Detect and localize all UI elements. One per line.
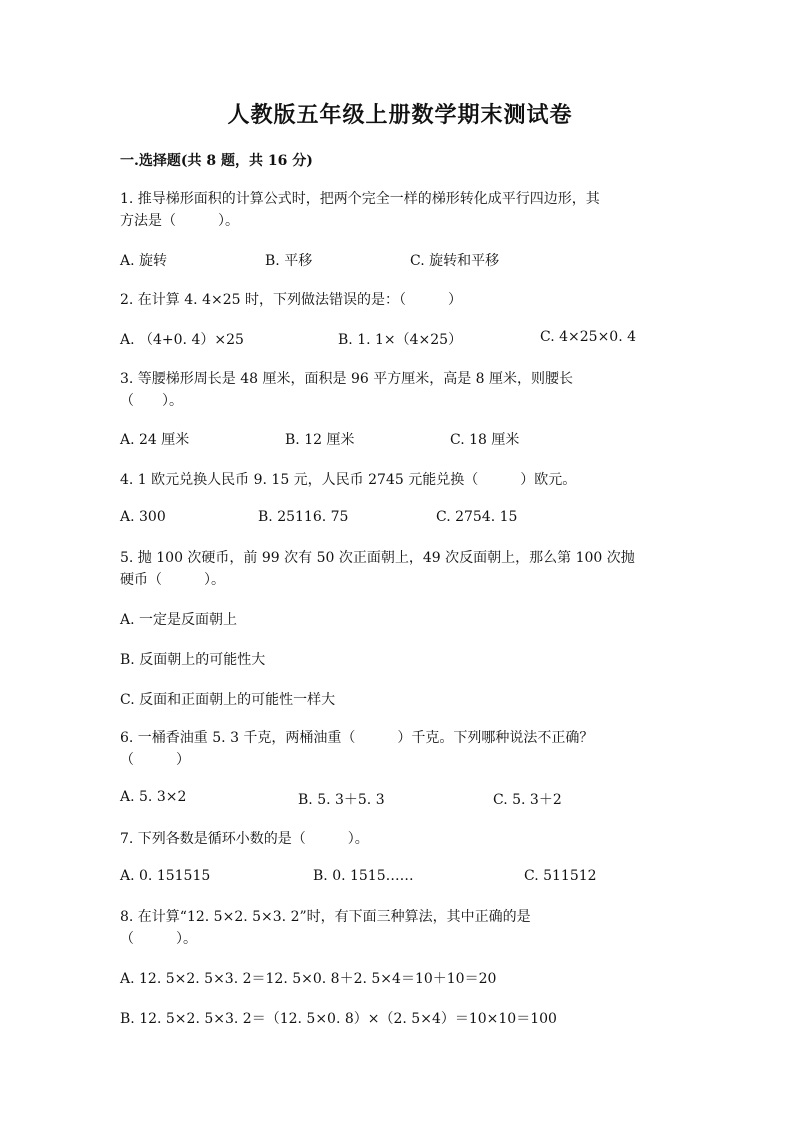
question-3-option-c: C. 18 厘米 bbox=[450, 432, 520, 448]
question-2-option-c: C. 4×25×0. 4 bbox=[540, 329, 637, 345]
question-2-line-1: 2. 在计算 4. 4×25 时，下列做法错误的是：（ ） bbox=[120, 292, 462, 308]
question-7-option-c: C. 511512 bbox=[524, 868, 597, 884]
question-6-line-1: 6. 一桶香油重 5. 3 千克，两桶油重（ ）千克。下列哪种说法不正确？ bbox=[120, 730, 594, 746]
question-5-option-b: B. 反面朝上的可能性大 bbox=[120, 652, 266, 668]
question-7-line-1: 7. 下列各数是循环小数的是（ ）。 bbox=[120, 831, 369, 847]
question-4-option-c: C. 2754. 15 bbox=[436, 509, 518, 525]
question-4-option-b: B. 25116. 75 bbox=[258, 509, 349, 525]
question-1-option-b: B. 平移 bbox=[265, 253, 313, 269]
question-1-line-2: 方法是（ ）。 bbox=[120, 213, 239, 229]
question-7-option-a: A. 0. 151515 bbox=[120, 868, 211, 884]
question-2-option-b: B. 1. 1×（4×25） bbox=[338, 332, 463, 348]
question-3-line-1: 3. 等腰梯形周长是 48 厘米，面积是 96 平方厘米，高是 8 厘米，则腰长 bbox=[120, 371, 574, 387]
page-title: 人教版五年级上册数学期末测试卷 bbox=[227, 102, 573, 128]
question-8-option-a: A. 12. 5×2. 5×3. 2＝12. 5×0. 8＋2. 5×4＝10＋10＝20 bbox=[120, 971, 497, 987]
question-1-option-a: A. 旋转 bbox=[120, 253, 168, 269]
question-8-line-2: （ ）。 bbox=[120, 931, 197, 947]
question-1-option-c: C. 旋转和平移 bbox=[410, 253, 500, 269]
question-5-option-a: A. 一定是反面朝上 bbox=[120, 612, 238, 628]
question-5-line-1: 5. 抛 100 次硬币，前 99 次有 50 次正面朝上，49 次反面朝上，那么第 100 次抛 bbox=[120, 550, 635, 566]
question-5-line-2: 硬币（ ）。 bbox=[120, 572, 225, 588]
question-3-line-2: （ ）。 bbox=[120, 393, 183, 409]
question-8-line-1: 8. 在计算“12. 5×2. 5×3. 2”时，有下面三种算法，其中正确的是 bbox=[120, 909, 531, 925]
question-7-option-b: B. 0. 1515…… bbox=[313, 868, 414, 884]
question-6-option-a: A. 5. 3×2 bbox=[120, 789, 187, 805]
section-heading: 一.选择题(共 8 题，共 16 分) bbox=[120, 153, 313, 169]
question-1-line-1: 1. 推导梯形面积的计算公式时，把两个完全一样的梯形转化成平行四边形，其 bbox=[120, 191, 600, 207]
question-5-option-c: C. 反面和正面朝上的可能性一样大 bbox=[120, 692, 336, 708]
question-4-option-a: A. 300 bbox=[120, 509, 166, 525]
question-3-option-b: B. 12 厘米 bbox=[285, 432, 355, 448]
question-6-option-b: B. 5. 3＋5. 3 bbox=[298, 792, 385, 808]
question-8-option-b: B. 12. 5×2. 5×3. 2＝（12. 5×0. 8）×（2. 5×4）＝10×10＝100 bbox=[120, 1011, 557, 1027]
question-4-line-1: 4. 1 欧元兑换人民币 9. 15 元，人民币 2745 元能兑换（ ）欧元。 bbox=[120, 472, 577, 488]
question-6-line-2: （ ） bbox=[120, 752, 190, 768]
question-6-option-c: C. 5. 3＋2 bbox=[493, 792, 562, 808]
question-2-option-a: A. （4+0. 4）×25 bbox=[120, 332, 244, 348]
question-3-option-a: A. 24 厘米 bbox=[120, 432, 190, 448]
